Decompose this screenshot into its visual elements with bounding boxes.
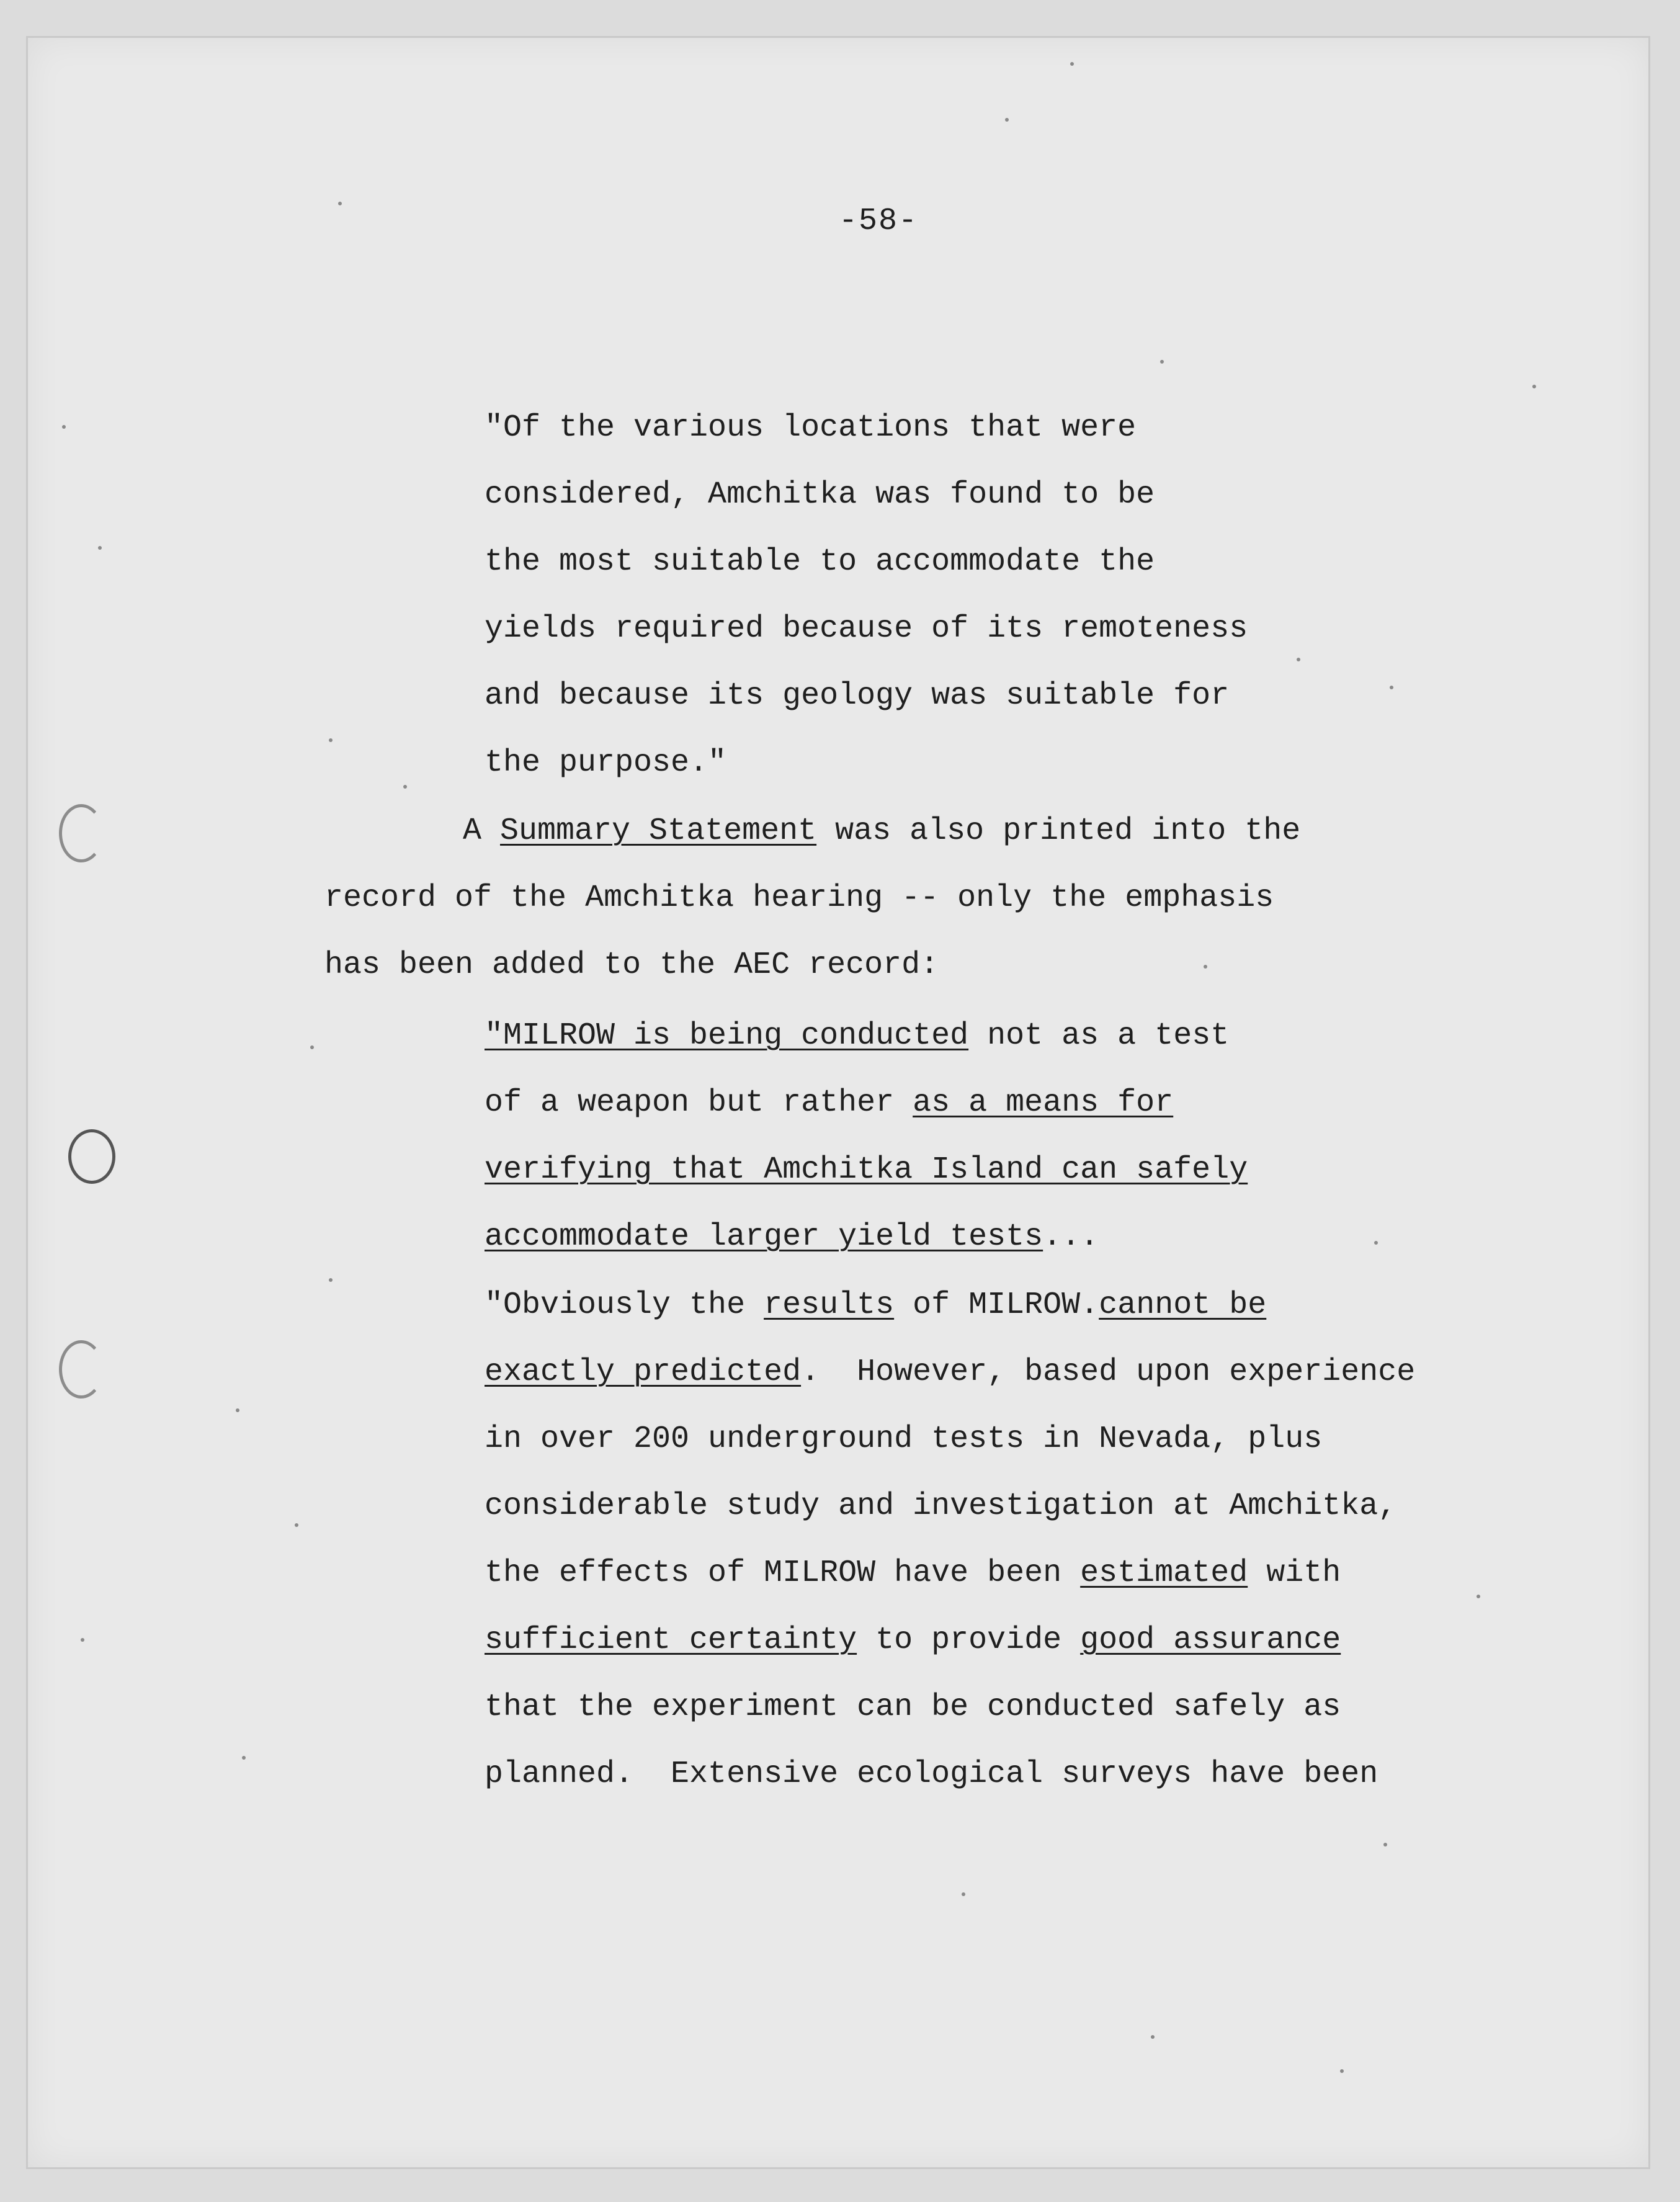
underlined-text: as a means for — [913, 1085, 1174, 1121]
quote-text: . However, based upon experience — [801, 1354, 1416, 1390]
quote-line — [485, 1085, 1173, 1122]
dust-speck — [1340, 2069, 1344, 2073]
quote-line — [485, 1354, 1415, 1391]
dust-speck — [403, 785, 407, 789]
dust-speck — [1477, 1595, 1480, 1598]
quote-line: "Of the various locations that were — [485, 410, 1137, 445]
underlined-text: sufficient certainty — [485, 1622, 857, 1658]
underlined-text: good assurance — [1080, 1622, 1341, 1658]
quote-line: the purpose." — [485, 745, 727, 781]
dust-speck — [962, 1892, 965, 1896]
dust-speck — [1390, 686, 1393, 689]
dust-speck — [1532, 385, 1536, 388]
dust-speck — [98, 546, 102, 550]
dust-speck — [242, 1756, 246, 1760]
quote-text: to provide — [857, 1622, 1081, 1658]
quote-line: yields required because of its remoteness — [485, 611, 1248, 647]
quote-line: considered, Amchitka was found to be — [485, 477, 1155, 512]
quote-line: the most suitable to accommodate the — [485, 544, 1155, 580]
dust-speck — [1005, 118, 1009, 122]
quote-text: of a weapon but rather — [485, 1085, 913, 1121]
underlined-text: accommodate larger yield tests — [485, 1219, 1043, 1255]
quote-text: of MILROW. — [894, 1287, 1099, 1323]
body-line: record of the Amchitka hearing -- only the emphasis — [324, 880, 1274, 916]
body-line: has been added to the AEC record: — [324, 947, 939, 983]
body-text: A — [463, 813, 501, 849]
punch-hole-icon — [59, 1340, 104, 1399]
dust-speck — [236, 1408, 239, 1412]
quote-text: the effects of MILROW have been — [485, 1555, 1081, 1591]
quote-line — [485, 1622, 1341, 1659]
underlined-text: results — [764, 1287, 895, 1323]
quote-line — [485, 1555, 1341, 1592]
dust-speck — [1070, 62, 1074, 66]
body-text: was also printed into the — [816, 813, 1301, 849]
dust-speck — [338, 202, 342, 205]
quote-text: not as a test — [968, 1018, 1230, 1054]
underlined-text: cannot be — [1099, 1287, 1267, 1323]
underlined-text: Summary Statement — [500, 813, 817, 849]
dust-speck — [1297, 658, 1300, 661]
dust-speck — [1160, 360, 1164, 364]
dust-speck — [1151, 2035, 1155, 2039]
punch-hole-icon — [59, 804, 104, 862]
dust-speck — [1204, 965, 1207, 969]
dust-speck — [329, 1278, 333, 1282]
dust-speck — [329, 738, 333, 742]
quote-text: ... — [1043, 1219, 1099, 1255]
body-line — [463, 813, 1300, 850]
dust-speck — [1374, 1241, 1378, 1245]
underlined-text: verifying that Amchitka Island can safely — [485, 1152, 1248, 1188]
dust-speck — [310, 1045, 314, 1049]
page-number: -58- — [839, 204, 919, 239]
quote-line — [485, 1152, 1248, 1189]
quote-line: and because its geology was suitable for — [485, 678, 1230, 714]
quote-line: in over 200 underground tests in Nevada, plus — [485, 1421, 1323, 1457]
dust-speck — [81, 1638, 84, 1642]
quote-line — [485, 1287, 1266, 1324]
quote-line: planned. Extensive ecological surveys have been — [485, 1757, 1378, 1792]
quote-text: with — [1248, 1555, 1341, 1591]
underlined-text: "MILROW is being conducted — [485, 1018, 969, 1054]
underlined-text: exactly predicted — [485, 1354, 802, 1390]
underlined-text: estimated — [1080, 1555, 1248, 1591]
dust-speck — [1383, 1843, 1387, 1846]
quote-line: that the experiment can be conducted safely as — [485, 1690, 1341, 1725]
quote-text: "Obviously the — [485, 1287, 764, 1323]
quote-line: considerable study and investigation at Amchitka, — [485, 1488, 1397, 1524]
punch-hole-icon — [68, 1129, 115, 1184]
dust-speck — [295, 1523, 298, 1527]
quote-line — [485, 1219, 1099, 1256]
dust-speck — [62, 425, 66, 429]
quote-line — [485, 1018, 1229, 1055]
